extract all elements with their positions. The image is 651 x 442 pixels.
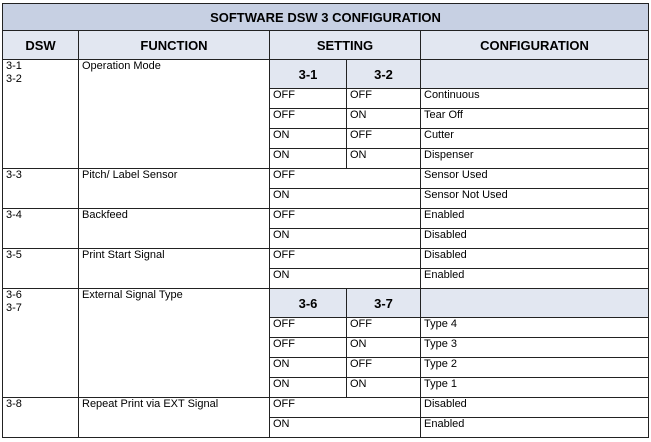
configuration-cell: Type 1 (421, 378, 649, 398)
dsw-label: 3-6 (6, 289, 22, 301)
configuration-cell: Continuous (421, 89, 649, 109)
function-cell: Pitch/ Label Sensor (79, 169, 270, 209)
dsw-cell: 3-3 (3, 169, 79, 209)
setting-cell: OFF (347, 89, 421, 109)
configuration-cell: Sensor Used (421, 169, 649, 189)
setting-cell: OFF (347, 318, 421, 338)
configuration-cell: Enabled (421, 209, 649, 229)
configuration-cell: Disabled (421, 229, 649, 249)
setting-subheader: 3-2 (347, 60, 421, 89)
setting-cell: ON (270, 269, 421, 289)
setting-cell: OFF (347, 129, 421, 149)
dsw-cell (3, 289, 79, 398)
configuration-subheader-blank (421, 60, 649, 89)
table-title: SOFTWARE DSW 3 CONFIGURATION (3, 4, 649, 31)
setting-cell: ON (270, 189, 421, 209)
dsw-cell: 3-5 (3, 249, 79, 289)
configuration-cell: Type 4 (421, 318, 649, 338)
setting-cell: OFF (270, 209, 421, 229)
dsw-column-header: DSW (3, 31, 79, 60)
setting-cell: OFF (347, 358, 421, 378)
function-cell: Print Start Signal (79, 249, 270, 289)
configuration-cell: Enabled (421, 418, 649, 438)
table-row (3, 249, 649, 269)
setting-cell: ON (270, 418, 421, 438)
configuration-cell: Enabled (421, 269, 649, 289)
external-signal-subheader-row (3, 289, 649, 318)
setting-cell: ON (270, 229, 421, 249)
setting-cell: OFF (270, 338, 347, 358)
setting-cell: OFF (270, 169, 421, 189)
column-header-row (3, 31, 649, 60)
setting-cell: ON (270, 358, 347, 378)
setting-subheader: 3-7 (347, 289, 421, 318)
dsw-label: 3-1 (6, 60, 22, 72)
setting-cell: ON (270, 149, 347, 169)
setting-cell: ON (270, 378, 347, 398)
dsw-label: 3-2 (6, 73, 22, 85)
function-column-header: FUNCTION (79, 31, 270, 60)
table-row (3, 169, 649, 189)
configuration-cell: Dispenser (421, 149, 649, 169)
dsw-cell: 3-8 (3, 398, 79, 438)
dsw3-configuration-table (2, 3, 649, 438)
setting-cell: OFF (270, 398, 421, 418)
setting-cell: ON (347, 149, 421, 169)
setting-cell: OFF (270, 109, 347, 129)
configuration-cell: Type 3 (421, 338, 649, 358)
table-row (3, 209, 649, 229)
dsw-cell: 3-4 (3, 209, 79, 249)
setting-cell: ON (347, 109, 421, 129)
table-title-row (3, 4, 649, 31)
configuration-column-header: CONFIGURATION (421, 31, 649, 60)
function-cell: Backfeed (79, 209, 270, 249)
table-row (3, 398, 649, 418)
configuration-cell: Cutter (421, 129, 649, 149)
configuration-subheader-blank (421, 289, 649, 318)
function-cell: External Signal Type (79, 289, 270, 398)
setting-cell: ON (270, 129, 347, 149)
dsw-label: 3-7 (6, 302, 22, 314)
configuration-cell: Disabled (421, 398, 649, 418)
setting-cell: ON (347, 338, 421, 358)
setting-cell: OFF (270, 249, 421, 269)
setting-subheader: 3-6 (270, 289, 347, 318)
setting-cell: OFF (270, 89, 347, 109)
operation-mode-subheader-row (3, 60, 649, 89)
setting-cell: OFF (270, 318, 347, 338)
configuration-cell: Sensor Not Used (421, 189, 649, 209)
configuration-cell: Type 2 (421, 358, 649, 378)
function-cell: Operation Mode (79, 60, 270, 169)
configuration-cell: Tear Off (421, 109, 649, 129)
setting-cell: ON (347, 378, 421, 398)
configuration-cell: Disabled (421, 249, 649, 269)
setting-subheader: 3-1 (270, 60, 347, 89)
dsw-cell (3, 60, 79, 169)
setting-column-header: SETTING (270, 31, 421, 60)
function-cell: Repeat Print via EXT Signal (79, 398, 270, 438)
